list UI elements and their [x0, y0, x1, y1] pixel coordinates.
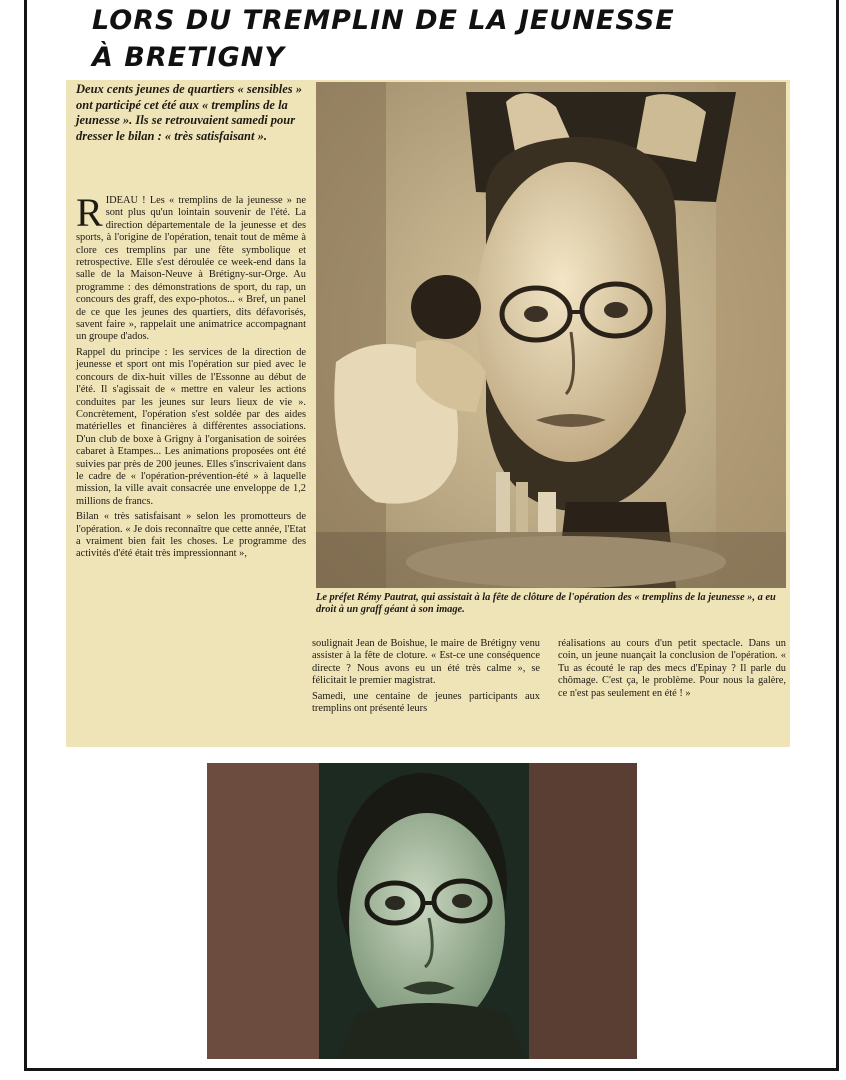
- article-paragraph-1: [76, 190, 306, 344]
- article-paragraph-1-text: IDEAU ! Les « tremplins de la jeunesse » ne sont plus qu'un lointain souvenir de l'été. La direction départementale de la jeunesse et des sports, à l'origine de l'opération, tenait tout de même à clore ces tremplins par une fête symbolique et retrospective. Elle s'est déroulée ce week-end dans la salle de la Maison-Neuve à Brétigny-sur-Orge. Au programme : des démonstrations de sport, du rap, un concours des graff, des expo-photos... « Bref, un panel de ce que les jeunes des quartiers, dits défavorisés, savent faire », rappelait une animatrice accompagnant un groupe d'ados.: [76, 195, 306, 343]
- article-column-3: [558, 638, 786, 703]
- photo-caption: Le préfet Rémy Pautrat, qui assistait à la fête de clôture de l'opération des « tremplins de la jeunesse », a eu droit à un graff géant à son image.: [316, 592, 776, 615]
- article-paragraph-6: réalisations au cours d'un petit spectacle. Dans un coin, un jeune nuançait la conclusion de l'opération. « Tu as écouté le rap des mecs d'Epinay ? Il parle du chômage. C'est ça, le problème. Pour nous la galère, ce n'est pas seulement en été ! »: [558, 638, 786, 699]
- drop-cap: R: [76, 190, 103, 235]
- prefect-graffiti-photo: [316, 82, 786, 588]
- article-paragraph-2: Rappel du principe : les services de la direction de jeunesse et sport ont mis l'opération sur pied avec le concours de dix-huit villes de l'Essonne au début de l'été. Il s'agissait de « mettre en valeur les actions conduites par les jeunes sur leurs lieux de vie ». Concrètement, l'opération s'est soldée par des aides matérielles et financières à différentes associations. D'un club de boxe à Grigny à l'organisation de soirées cabaret à Etampes... Les animations proposées ont été suivies par près de 200 jeunes. Elles s'inscrivaient dans le cadre de « l'opération-prévention-été » à laquelle mission, la ville avait consacrée une enveloppe de 1,2 millions de francs.: [76, 346, 306, 507]
- article-paragraph-3: Bilan « très satisfaisant » selon les promotteurs de l'opération. « Je dois reconnaître que cette année, l'Etat a vraiment bien fait les choses. Le programme des activités d'été était très impressionnant »,: [76, 511, 306, 560]
- article-paragraph-4: soulignait Jean de Boishue, le maire de Brétigny venu assister à la fête de cloture. « Est-ce une conséquence directe ? Nous avons eu un été très calme », se félicitait le premier magistrat.: [312, 638, 540, 687]
- article-lede: Deux cents jeunes de quartiers « sensibles » ont participé cet été aux « tremplins de la jeunesse ». Ils se retrouvaient samedi pour dresser le bilan : « très satisfaisant ».: [76, 82, 303, 143]
- headline-line-1: LORS DU TREMPLIN DE LA JEUNESSE: [92, 5, 675, 36]
- graffiti-portrait-photo: [207, 763, 637, 1059]
- article-paragraph-5: Samedi, une centaine de jeunes participants aux tremplins ont présenté leurs: [312, 690, 540, 715]
- headline: [92, 2, 792, 76]
- article-column-2: [312, 638, 540, 718]
- headline-line-2: À BRETIGNY: [92, 42, 285, 73]
- article-column-1: [76, 190, 306, 564]
